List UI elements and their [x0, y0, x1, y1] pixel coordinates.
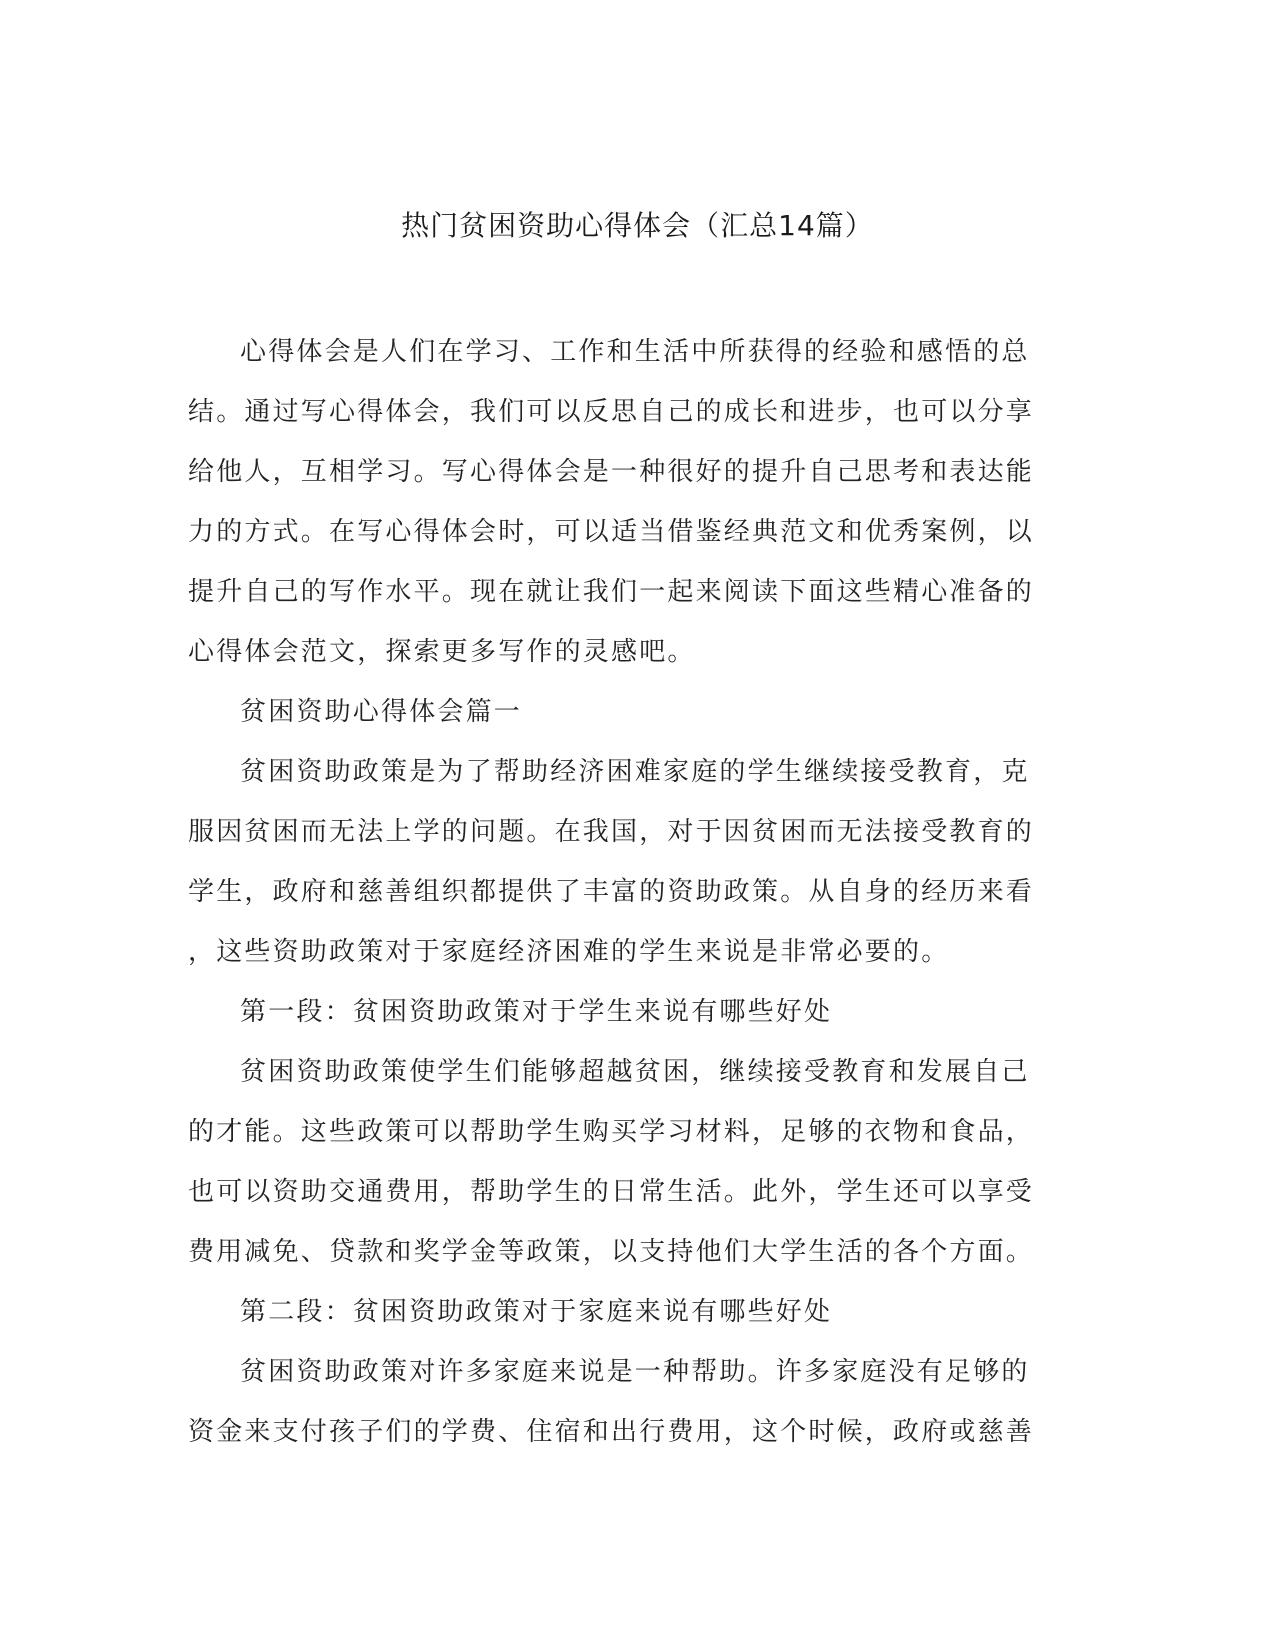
section-heading [188, 982, 1068, 1042]
document-body [188, 322, 1068, 1462]
text-line: 贫困资助政策对许多家庭来说是一种帮助。许多家庭没有足够的 [240, 1357, 1030, 1387]
text-line: 费用减免、贷款和奖学金等政策，以支持他们大学生活的各个方面。 [188, 1237, 1035, 1267]
text-line: 也可以资助交通费用，帮助学生的日常生活。此外，学生还可以享受 [188, 1177, 1035, 1207]
document-title: 热门贫困资助心得体会（汇总14篇） [401, 209, 874, 242]
section-heading [188, 1282, 1068, 1342]
body-paragraph [188, 1042, 1068, 1282]
text-line: 给他人，互相学习。写心得体会是一种很好的提升自己思考和表达能 [188, 457, 1035, 487]
intro-paragraph [188, 322, 1068, 682]
text-line: 结。通过写心得体会，我们可以反思自己的成长和进步，也可以分享 [188, 397, 1035, 427]
heading-text: 贫困资助心得体会篇一 [240, 697, 523, 727]
text-line: 心得体会范文，探索更多写作的灵感吧。 [188, 637, 696, 667]
section-heading [188, 682, 1068, 742]
heading-text: 第二段：贫困资助政策对于家庭来说有哪些好处 [240, 1297, 833, 1327]
text-line: ，这些资助政策对于家庭经济困难的学生来说是非常必要的。 [188, 937, 950, 967]
text-line: 的才能。这些政策可以帮助学生购买学习材料，足够的衣物和食品， [188, 1117, 1035, 1147]
heading-text: 第一段：贫困资助政策对于学生来说有哪些好处 [240, 997, 833, 1027]
body-paragraph [188, 742, 1068, 982]
body-paragraph [188, 1342, 1068, 1462]
text-line: 力的方式。在写心得体会时，可以适当借鉴经典范文和优秀案例，以 [188, 517, 1035, 547]
text-line: 贫困资助政策使学生们能够超越贫困，继续接受教育和发展自己 [240, 1057, 1030, 1087]
text-line: 服因贫困而无法上学的问题。在我国，对于因贫困而无法接受教育的 [188, 817, 1035, 847]
text-line: 提升自己的写作水平。现在就让我们一起来阅读下面这些精心准备的 [188, 577, 1035, 607]
text-line: 学生，政府和慈善组织都提供了丰富的资助政策。从自身的经历来看 [188, 877, 1035, 907]
text-line: 心得体会是人们在学习、工作和生活中所获得的经验和感悟的总 [240, 337, 1030, 367]
text-line: 资金来支付孩子们的学费、住宿和出行费用，这个时候，政府或慈善 [188, 1417, 1035, 1447]
text-line: 贫困资助政策是为了帮助经济困难家庭的学生继续接受教育，克 [240, 757, 1030, 787]
